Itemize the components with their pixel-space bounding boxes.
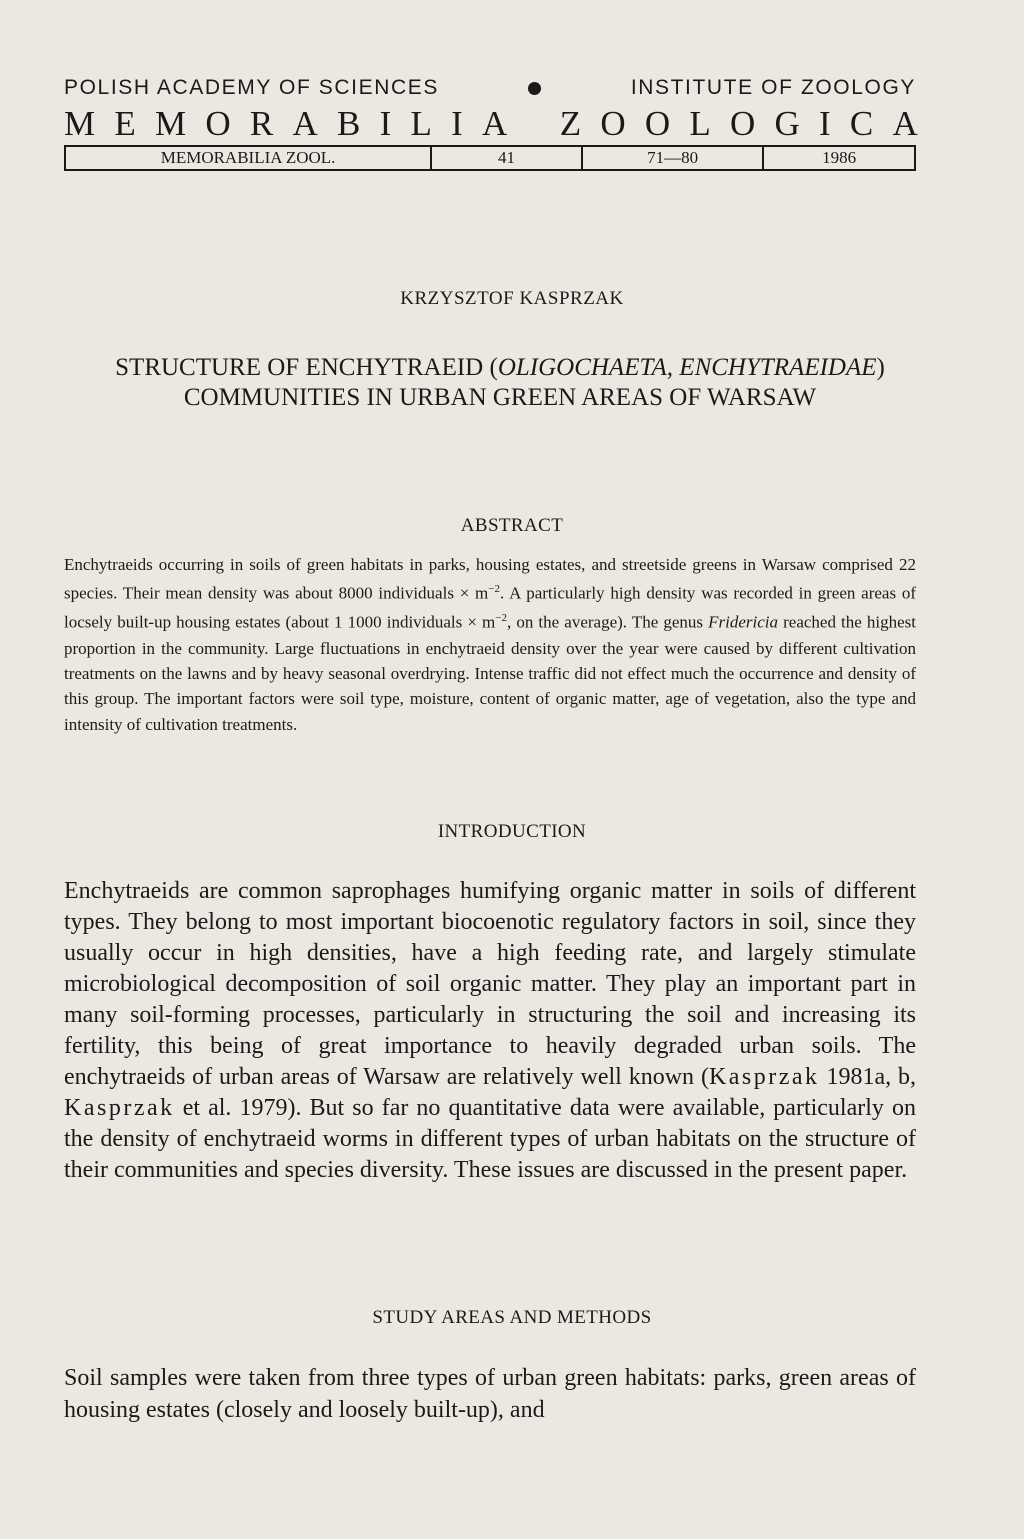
title-line2: COMMUNITIES IN URBAN GREEN AREAS OF WARSAW — [183, 384, 817, 411]
abstract-part: , on the average). The genus — [507, 613, 709, 633]
journal-title-letter: O — [205, 104, 231, 143]
title-part2: ) — [876, 354, 885, 381]
intro-part: 1981a, b, — [819, 1064, 916, 1090]
journal-title-letter — [526, 104, 540, 144]
intro-part: et al. 1979). But so far no quantitative data were available, particularly on the density of enchytraeid worms in different types of urban habitats on the structure of their communities and species diversity. These issues are discussed in the present paper. — [64, 1095, 916, 1183]
journal-title-letter: G — [774, 104, 800, 143]
journal-title-letter: O — [600, 104, 626, 143]
journal-title-letter: I — [819, 104, 831, 143]
abstract-part: reached the highest proportion in the community. Large fluctuations in enchytraeid density over the year were caused by different cultivation treatments on the lawns and by heavy seasonal overdrying. Intense traffic did not effect much the occurrence and density of this group. The important factors were soil type, moisture, content of organic matter, age of vegetation, also the type and intensity of cultivation treatments. — [64, 613, 917, 734]
superscript: −2 — [488, 583, 501, 596]
academy-name: POLISH ACADEMY OF SCIENCES — [64, 76, 439, 99]
superscript: −2 — [495, 612, 507, 625]
citation-author: Kasprzak — [64, 1095, 175, 1121]
volume-cell: 41 — [432, 147, 583, 169]
journal-title — [64, 104, 918, 144]
author-name: KRZYSZTOF KASPRZAK — [400, 288, 624, 309]
pages-cell: 71—80 — [583, 147, 765, 169]
title-part1: STRUCTURE OF ENCHYTRAEID ( — [115, 354, 498, 381]
publisher-line — [64, 76, 916, 100]
journal-title-letter: I — [379, 104, 392, 143]
abstract-heading: ABSTRACT — [460, 515, 564, 536]
journal-title-letter: A — [892, 104, 918, 143]
introduction-heading: INTRODUCTION — [437, 821, 587, 842]
journal-title-letter: I — [451, 104, 463, 143]
journal-title-letter: M — [64, 104, 96, 143]
abstract-part: Enchytraeids occurring in soils of green habitats in parks, housing estates, and streetside greens in Warsaw comprised 22 species. Their mean density was about 8000 individuals × m — [64, 555, 916, 604]
institute-name: INSTITUTE OF ZOOLOGY — [630, 76, 916, 99]
title-taxon: OLIGOCHAETA, ENCHYTRAEIDAE — [497, 354, 877, 381]
journal-title-letter: B — [336, 104, 361, 143]
abstract-text — [64, 552, 916, 737]
journal-title-letter: L — [410, 104, 432, 143]
journal-title-letter: Z — [559, 104, 582, 143]
intro-part: Enchytraeids are common saprophages humifying organic matter in soils of different types. They belong to most important biocoenotic regulatory factors in soil, since they usually occur in high densities, have a high feeding rate, and largely stimulate microbiological decomposition of soil organic matter. They play an important part in many soil-forming processes, particularly in structuring the soil and increasing its fertility, this being of great importance to heavily degraded urban soils. The enchytraeids of urban areas of Warsaw are relatively well known ( — [64, 878, 916, 1090]
journal-title-letter: E — [114, 104, 136, 143]
methods-text: Soil samples were taken from three types of urban green habitats: parks, green areas of housing estates (closely and loosely built-up), and — [64, 1365, 916, 1423]
year-cell: 1986 — [822, 148, 857, 167]
journal-title-letter: C — [849, 104, 874, 143]
citation-table — [64, 145, 916, 171]
article-title — [60, 353, 940, 413]
genus-name: Fridericia — [708, 613, 779, 633]
abstract-part: . A particularly high density was recorded in green areas of locsely built-up housing estates (about 1 1000 individuals × m — [64, 584, 917, 633]
bullet-icon — [528, 82, 541, 95]
journal-title-letter: O — [644, 104, 671, 143]
journal-title-letter: R — [249, 104, 274, 143]
journal-title-letter: A — [481, 104, 508, 143]
journal-title-letter: L — [689, 104, 711, 143]
journal-title-letter: O — [730, 104, 756, 143]
journal-abbrev-cell: MEMORABILIA ZOOL. — [66, 147, 432, 169]
introduction-text — [64, 876, 916, 1186]
journal-title-letter: A — [292, 104, 318, 143]
citation-author: Kasprzak — [708, 1064, 820, 1090]
journal-title-letter: M — [154, 104, 187, 143]
methods-heading: STUDY AREAS AND METHODS — [372, 1307, 652, 1328]
